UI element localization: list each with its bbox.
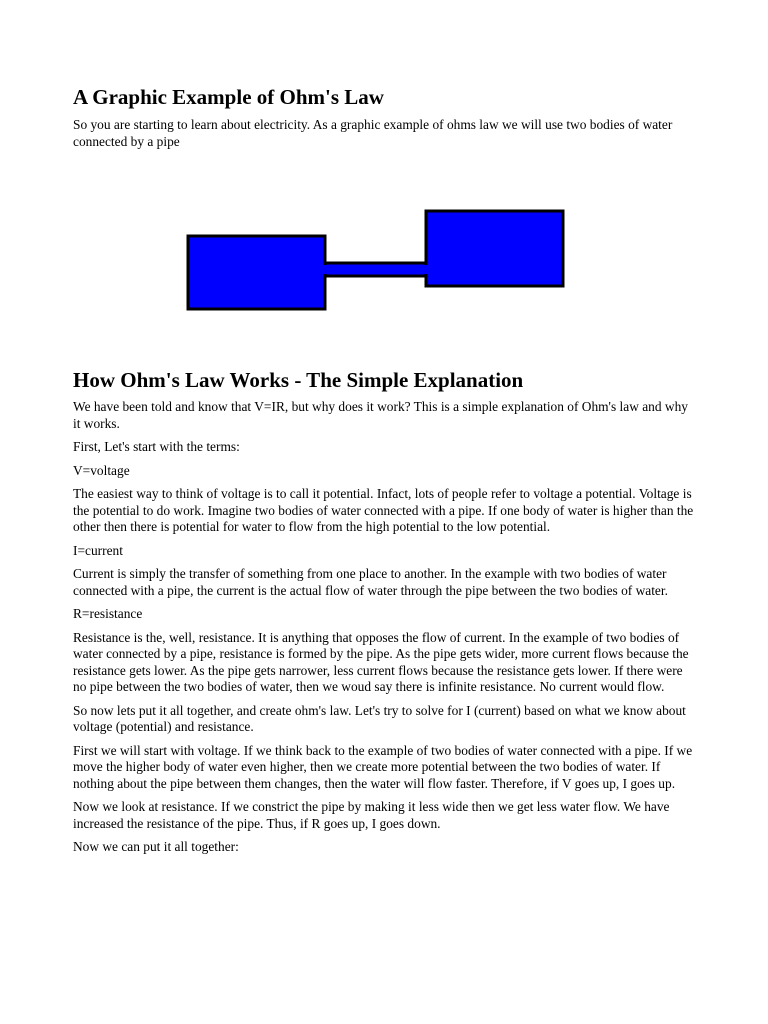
term-resistance: R=resistance bbox=[73, 606, 143, 621]
water-pipe-diagram bbox=[186, 206, 568, 314]
paragraph: Resistance is the, well, resistance. It is anything that opposes the flow of current. In the example of two bodies of water connected by a pipe, resistance is formed by the pipe. As the pipe gets wider, more current flows because the resistance gets lower. As the pipe gets narrower, less current flows because the resistance gets lower. If there were no pipe between the two bodies of water, then we woud say there is infinite resistance. No current would flow. bbox=[73, 629, 689, 694]
section-heading: How Ohm's Law Works - The Simple Explanation bbox=[73, 368, 524, 392]
paragraph: We have been told and know that V=IR, but why does it work? This is a simple explanation of Ohm's law and why it works. bbox=[73, 399, 688, 431]
paragraph: Now we can put it all together: bbox=[73, 839, 239, 854]
paragraph: So now lets put it all together, and create ohm's law. Let's try to solve for I (current) based on what we know about voltage (potential) and resistance. bbox=[73, 702, 686, 734]
explanation-content bbox=[73, 399, 698, 863]
paragraph: First we will start with voltage. If we think back to the example of two bodies of water connected with a pipe. If we move the higher body of water even higher, then we create more potential between the two bodies of water. If nothing about the pipe between them changes, then the water will flow faster. Therefore, if V goes up, I goes up. bbox=[73, 742, 693, 791]
lower-water-body bbox=[188, 236, 325, 309]
intro-paragraph: So you are starting to learn about electricity. As a graphic example of ohms law we will use two bodies of water connected by a pipe bbox=[73, 117, 673, 149]
paragraph: The easiest way to think of voltage is to call it potential. Infact, lots of people refer to voltage a potential. Voltage is the potential to do work. Imagine two bodies of water connected with a pipe. If one body of water is higher than the other then there is potential for water to flow from the high potential to the low potential. bbox=[73, 486, 694, 534]
pipe bbox=[322, 263, 429, 276]
term-current: I=current bbox=[73, 542, 123, 558]
higher-water-body bbox=[426, 211, 563, 286]
paragraph: Now we look at resistance. If we constrict the pipe by making it less wide then we get less water flow. We have increased the resistance of the pipe. Thus, if R goes up, I goes down. bbox=[73, 799, 670, 831]
paragraph: Current is simply the transfer of something from one place to another. In the example with two bodies of water connected with a pipe, the current is the actual flow of water through the pipe between the two bodies of water. bbox=[73, 566, 668, 598]
term-voltage: V=voltage bbox=[73, 462, 130, 478]
water-pipe-figure bbox=[186, 206, 568, 319]
page-title: A Graphic Example of Ohm's Law bbox=[73, 85, 384, 109]
paragraph: First, Let's start with the terms: bbox=[73, 439, 240, 454]
